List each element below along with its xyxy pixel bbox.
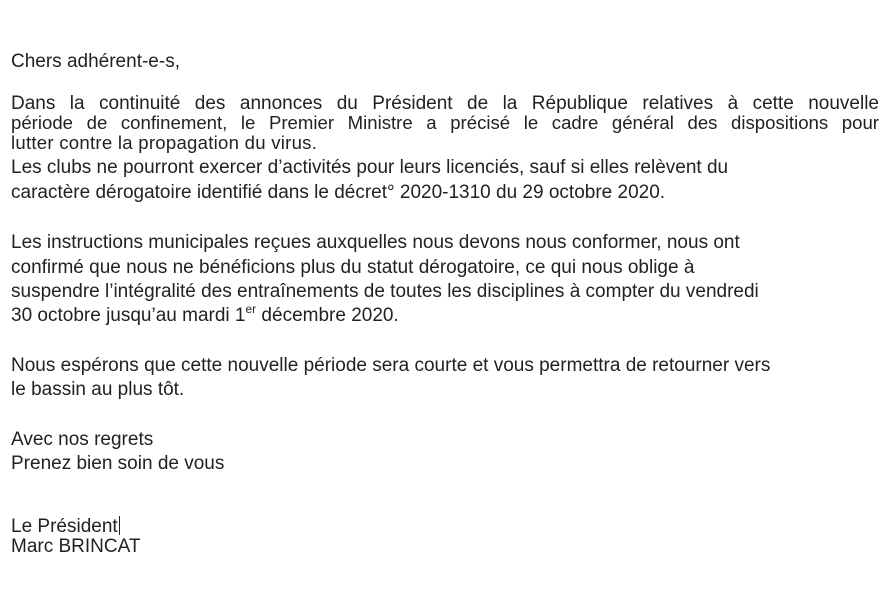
paragraph-2-line-3: suspendre l’intégralité des entraînements de toutes les disciplines à compter du vendredi (11, 281, 759, 302)
paragraph-2-line-2: confirmé que nous ne bénéficions plus du statut dérogatoire, ce qui nous oblige à (11, 257, 695, 278)
signature-title: Le Président (11, 516, 118, 537)
paragraph-2-line-4-start: 30 octobre jusqu’au mardi 1 (11, 305, 246, 326)
closing-line-2: Prenez bien soin de vous (11, 453, 225, 474)
paragraph-1-line-5: caractère dérogatoire identifié dans le décret° 2020-1310 du 29 octobre 2020. (11, 182, 666, 203)
paragraph-1-line-4: Les clubs ne pourront exercer d’activités pour leurs licenciés, sauf si elles relèvent du (11, 157, 729, 178)
paragraph-1-line-2: période de confinement, le Premier Ministre a précisé le cadre général des dispositions pour (11, 112, 879, 133)
paragraph-1-line-1: Dans la continuité des annonces du Président de la République relatives à cette nouvelle (11, 93, 879, 114)
paragraph-2-line-1: Les instructions municipales reçues auxquelles nous devons nous conformer, nous ont (11, 232, 740, 253)
paragraph-2-line-4 (11, 302, 399, 326)
closing-line-1: Avec nos regrets (11, 429, 154, 450)
ordinal-superscript: er (245, 302, 257, 316)
text-cursor (119, 516, 120, 535)
paragraph-1-line-3: lutter contre la propagation du virus. (11, 132, 318, 153)
greeting: Chers adhérent-e-s, (11, 51, 180, 72)
paragraph-3-line-2: le bassin au plus tôt. (11, 379, 185, 400)
paragraph-2-line-4-end: décembre 2020. (256, 305, 399, 326)
paragraph-3-line-1: Nous espérons que cette nouvelle période sera courte et vous permettra de retourner vers (11, 355, 771, 376)
signature-name: Marc BRINCAT (11, 536, 141, 557)
signature-title-line (11, 516, 120, 536)
